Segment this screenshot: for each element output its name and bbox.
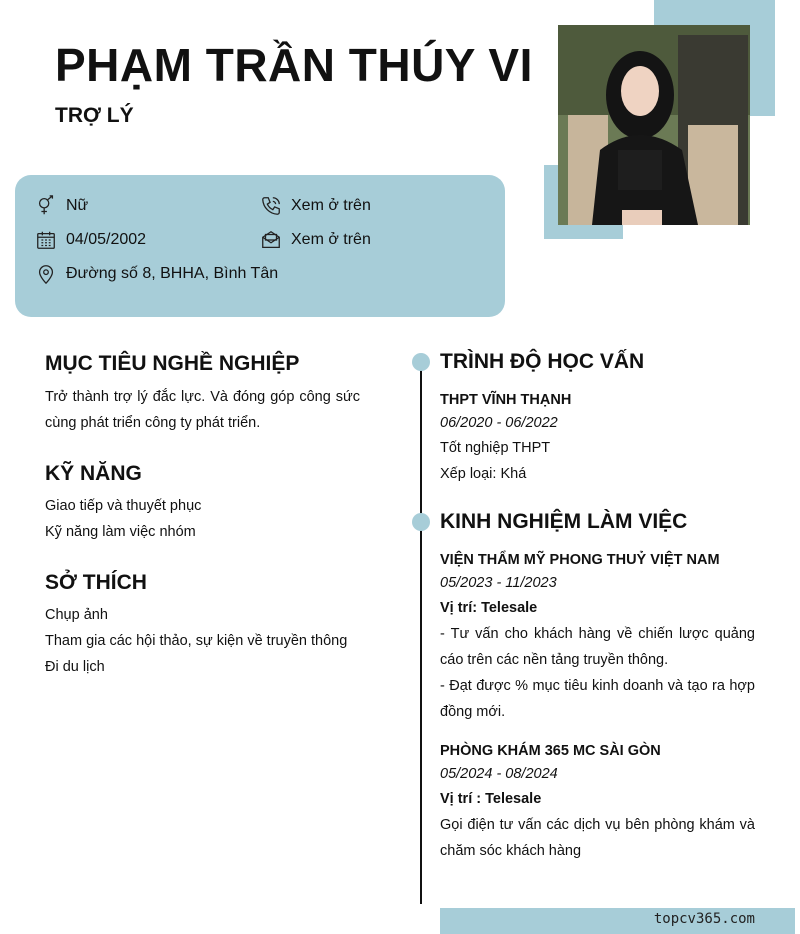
hobby-item: Tham gia các hội thảo, sự kiện về truyền thông	[45, 633, 348, 649]
job-description: - Tư vấn cho khách hàng về chiến lược quảng cáo trên các nền tảng truyền thông.	[440, 626, 755, 668]
footer-site: topcv365.com	[653, 911, 755, 927]
job-description: Gọi điện tư vấn các dịch vụ bên phòng khám và chăm sóc khách hàng	[440, 817, 755, 859]
profile-photo	[558, 25, 750, 225]
hobbies-heading: SỞ THÍCH	[45, 571, 147, 594]
contact-gender	[35, 195, 88, 217]
objective-text: Trở thành trợ lý đắc lực. Và đóng góp công sức cùng phát triển công ty phát triển.	[45, 389, 360, 431]
address-value: Đường số 8, BHHA, Bình Tân	[66, 265, 279, 282]
contact-panel	[15, 175, 505, 317]
hobby-item: Chụp ảnh	[45, 607, 108, 623]
mail-icon	[260, 229, 282, 251]
company-name: VIỆN THẨM MỸ PHONG THUỶ VIỆT NAM	[440, 552, 720, 568]
skills-heading: KỸ NĂNG	[45, 462, 142, 485]
contact-birthday	[35, 229, 146, 251]
job-period: 05/2024 - 08/2024	[440, 766, 558, 782]
school-name: THPT VĨNH THẠNH	[440, 392, 572, 408]
hobby-item: Đi du lịch	[45, 659, 105, 675]
timeline-line	[420, 362, 422, 904]
job-title: TRỢ LÝ	[55, 104, 134, 127]
calendar-icon	[35, 229, 57, 251]
timeline-dot	[412, 513, 430, 531]
contact-address	[35, 263, 278, 285]
gender-icon	[35, 195, 57, 217]
job-role: Vị trí: Telesale	[440, 600, 538, 616]
gender-value: Nữ	[66, 197, 89, 214]
education-detail: Xếp loại: Khá	[440, 466, 527, 482]
experience-heading: KINH NGHIỆM LÀM VIỆC	[440, 510, 688, 533]
birthday-value: 04/05/2002	[66, 231, 147, 248]
location-pin-icon	[35, 263, 57, 285]
phone-value: Xem ở trên	[291, 197, 371, 214]
phone-icon	[260, 195, 282, 217]
education-period: 06/2020 - 06/2022	[440, 415, 558, 431]
job-role: Vị trí : Telesale	[440, 791, 542, 807]
education-heading: TRÌNH ĐỘ HỌC VẤN	[440, 350, 645, 373]
candidate-name: PHẠM TRẦN THÚY VI	[55, 39, 533, 91]
objective-heading: MỤC TIÊU NGHỀ NGHIỆP	[45, 352, 300, 375]
skill-item: Kỹ năng làm việc nhóm	[45, 524, 196, 540]
job-description: - Đạt được % mục tiêu kinh doanh và tạo ra hợp đồng mới.	[440, 678, 755, 720]
timeline-dot	[412, 353, 430, 371]
skill-item: Giao tiếp và thuyết phục	[45, 498, 202, 514]
footer-bar	[440, 908, 795, 934]
company-name: PHÒNG KHÁM 365 MC SÀI GÒN	[440, 743, 661, 759]
education-detail: Tốt nghiệp THPT	[440, 440, 551, 456]
contact-email	[260, 229, 371, 251]
job-period: 05/2023 - 11/2023	[440, 575, 557, 591]
email-value: Xem ở trên	[291, 231, 371, 248]
contact-phone	[260, 195, 371, 217]
